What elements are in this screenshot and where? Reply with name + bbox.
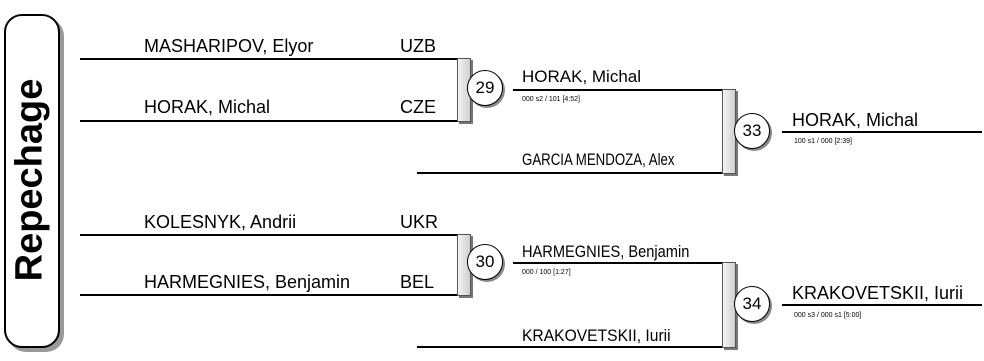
match-score: 000 s3 / 000 s1 [5:00] — [794, 312, 862, 319]
match-winner-name: KRAKOVETSKII, Iurii — [792, 283, 964, 303]
bracket-line — [782, 131, 982, 133]
competitor-country: CZE — [400, 97, 436, 117]
bracket-line — [417, 346, 723, 348]
match-number-badge: 34 — [734, 286, 770, 322]
competitor-name: GARCIA MENDOZA, Alex — [522, 150, 675, 169]
competitor-country: UKR — [400, 212, 439, 232]
bracket-line — [80, 58, 458, 60]
repechage-title: Repechage — [8, 78, 51, 282]
match-score: 000 s2 / 101 [4:52] — [522, 96, 580, 103]
match-winner-name: HORAK, Michal — [792, 110, 919, 130]
competitor-name: KRAKOVETSKII, Iurii — [522, 326, 671, 345]
bracket-line — [80, 120, 458, 122]
match-winner-name: HARMEGNIES, Benjamin — [522, 242, 690, 261]
bracket-line — [417, 172, 723, 174]
match-score: 100 s1 / 000 [2:39] — [794, 138, 852, 145]
competitor-name: HARMEGNIES, Benjamin — [144, 272, 351, 292]
bracket-line — [782, 304, 982, 306]
bracket-line — [513, 89, 723, 91]
match-score: 000 / 100 [1:27] — [522, 269, 571, 276]
competitor-name: MASHARIPOV, Elyor — [144, 36, 314, 56]
match-winner-name: HORAK, Michal — [522, 67, 642, 86]
bracket-line — [80, 294, 458, 296]
match-number-badge: 30 — [467, 244, 503, 280]
match-number-badge: 33 — [734, 113, 770, 149]
match-number-badge: 29 — [467, 70, 503, 106]
competitor-name: HORAK, Michal — [144, 97, 271, 117]
bracket-line — [513, 262, 723, 264]
competitor-country: UZB — [400, 36, 436, 56]
competitor-name: KOLESNYK, Andrii — [144, 212, 297, 232]
bracket-line — [80, 234, 458, 236]
competitor-country: BEL — [400, 272, 435, 292]
